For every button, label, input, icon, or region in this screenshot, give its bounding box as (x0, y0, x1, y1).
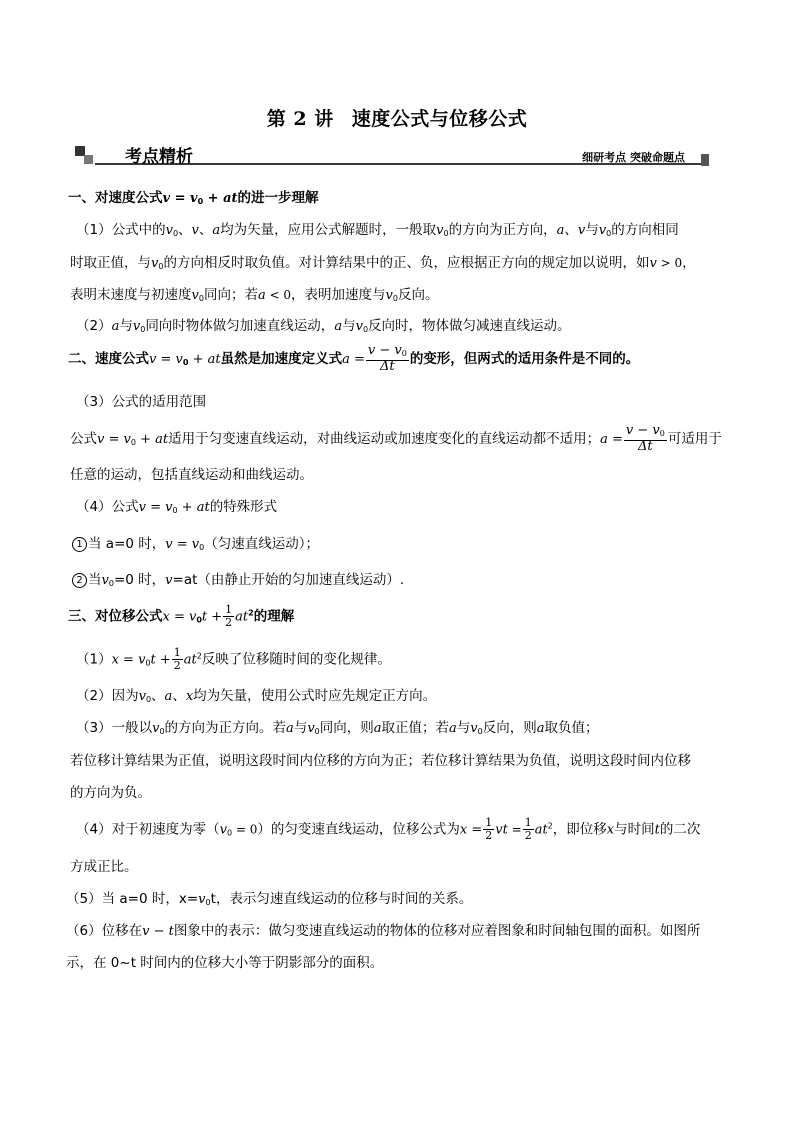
s3-para4-line1: （4）对于初速度为零$(v_0 = 0)$的匀变速直线运动，位移公式为x = $\frac{1}{2}$ vt = $\frac{1}{2}$ $at^2$，即位移x与时间t的二次 (76, 816, 701, 842)
accel-def-fraction-2: $\frac{v - v_0}{\Delta t}$ (625, 423, 665, 454)
s3-para4-line2: 方成正比。 (70, 859, 138, 875)
section-banner (75, 142, 709, 168)
banner-right-text: 细研考点 突破命题点 (582, 151, 685, 164)
s2-para3-line2: 任意的运动，包括直线运动和曲线运动。 (70, 467, 313, 483)
half-fraction-2: $\frac{1}{2}$ (173, 646, 181, 672)
half-fraction-4: $\frac{1}{2}$ (524, 816, 532, 842)
s3-para1: $(1)x = v_0t$ + $\frac{1}{2}$ $at^2$反映了位移随时间的变化规律。 (76, 646, 391, 672)
accel-def-fraction: $\frac{v - v_0}{\Delta t}$ (367, 343, 407, 374)
banner-square-icon-2 (84, 155, 93, 164)
s3-para6-line1: （6）位移在v − t图象中的表示：做匀变速直线运动的物体的位移对应着图象和时间轴包围的面积。如图所 (66, 923, 701, 939)
page-title: 第 2 讲 速度公式与位移公式 (266, 108, 528, 130)
half-fraction-3: $\frac{1}{2}$ (485, 816, 493, 842)
s3-para6-line2: 示，在 0~t 时间内的位移大小等于阴影部分的面积。 (66, 955, 384, 971)
s2-case-2: 2 当$v_0=0$ 时，v=at（由静止开始的匀加速直线运动）. (72, 568, 404, 588)
s2-para4-heading: （4）公式$v = v_0$ + at的特殊形式 (76, 499, 278, 515)
half-fraction: $\frac{1}{2}$ (225, 603, 233, 629)
s3-para3-line1: （3）一般以$v_0$的方向为正方向。若a与$v_0$同向，则a取正值；若a与$v_0$反向，则a取负值； (76, 720, 599, 736)
s1-para1-line1: （1）公式中的$v_0$、v、a均为矢量，应用公式解题时，一般取$v_0$的方向为正方向，a、v与$v_0$的方向相同 (76, 222, 679, 238)
section-3-heading: 三、对位移公式$x = v_0t$ + $\frac{1}{2}$ $at^2$的理解 (68, 603, 295, 629)
banner-label: 考点精析 (125, 147, 193, 167)
s2-para3-heading: （3）公式的适用范围 (76, 394, 207, 410)
s1-para1-line3: 表明末速度与初速度$v_0$同向；若a < 0，表明加速度与$v_0$反向。 (70, 287, 439, 303)
s2-case-1: 1 当 a=0 时，$v = v_0$（匀速直线运动）； (72, 532, 319, 552)
section-1-heading: 一、对速度公式$v = v_0$ + at的进一步理解 (68, 190, 319, 206)
s3-para2: （2）因为$v_0$、a、x均为矢量，使用公式时应先规定正方向。 (76, 688, 437, 704)
s3-para3-line3: 的方向为负。 (70, 785, 151, 801)
s3-para5: （5）当 a=0 时，$x=v_0t$，表示匀速直线运动的位移与时间的关系。 (66, 891, 473, 907)
s1-para1-line2: 时取正值，与$v_0$的方向相反时取负值。对计算结果中的正、负，应根据正方向的规定加以说明，如v > 0， (70, 255, 696, 271)
s1-para2: （2）a与$v_0$同向时物体做匀加速直线运动，a与$v_0$反向时，物体做匀减速直线运动。 (76, 318, 571, 334)
s2-para3-line1: 公式$v = v_0$ + at适用于匀变速直线运动，对曲线运动或加速度变化的直线运动都不适用；a = $\frac{v - v_0}{\Delta t}$ 可适用于 (70, 423, 722, 454)
s3-para3-line2: 若位移计算结果为正值，说明这段时间内位移的方向为正；若位移计算结果为负值，说明这段时间内位移 (70, 753, 691, 769)
section-2-heading: 二、速度公式$v = v_0$ + at虽然是加速度定义式a = $\frac{v - v_0}{\Delta t}$ 的变形，但两式的适用条件是不同的。 (68, 343, 640, 374)
banner-end-block (701, 154, 709, 166)
